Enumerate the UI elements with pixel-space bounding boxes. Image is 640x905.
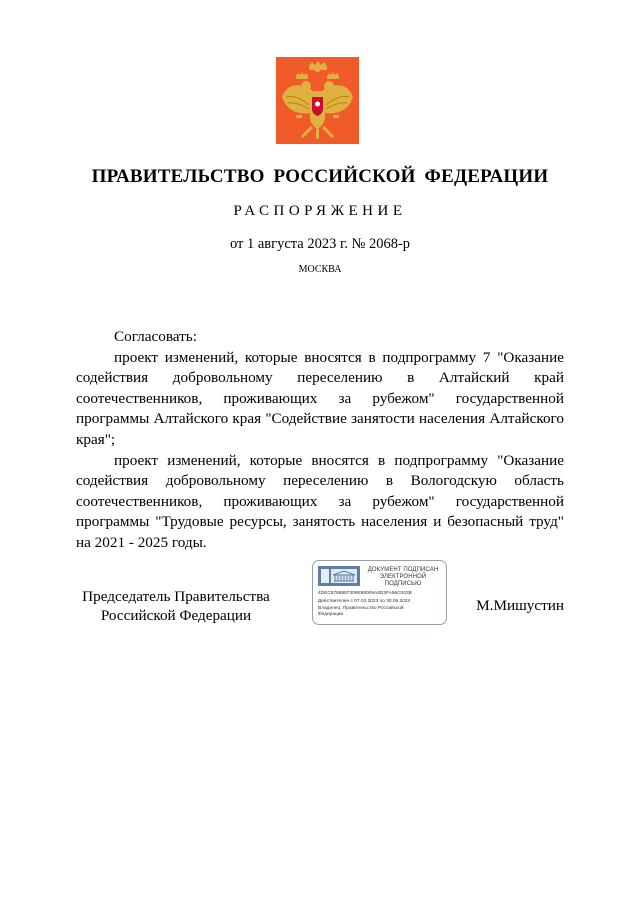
certificate-owner-line-2: Федерации <box>318 612 344 617</box>
signer-position-line-2: Российской Федерации <box>100 607 252 624</box>
document-body <box>76 327 564 554</box>
russian-coat-of-arms-icon <box>276 57 359 144</box>
stamp-title <box>361 567 445 588</box>
approval-item-1: проект изменений, которые вносятся в подпрограмму 7 "Оказание содействия добровольному переселению в Алтайский край соотечественников, проживающих за рубежом" государственной программы Алтайского края "Содействие занятости населения Алтайского края"; <box>76 348 564 448</box>
document-place: МОСКВА <box>298 264 342 275</box>
approval-item-2: проект изменений, которые вносятся в подпрограмму "Оказание содействия добровольному переселению в Вологодскую область соотечественников, проживающих за рубежом" государственной программы "Трудовые ресурсы, занятость населения и безопасный труд" на 2021 - 2025 годы. <box>76 451 564 551</box>
certificate-owner-line-1: Владелец: Правительство Российской <box>318 606 404 611</box>
issuer-title: ПРАВИТЕЛЬСТВО РОССИЙСКОЙ ФЕДЕРАЦИИ <box>91 166 549 187</box>
approve-heading: Согласовать: <box>114 328 197 345</box>
signer-position <box>76 587 276 625</box>
document-type: РАСПОРЯЖЕНИЕ <box>233 203 407 219</box>
stamp-title-line-1: ДОКУМЕНТ ПОДПИСАН <box>367 567 439 573</box>
certificate-validity: Действителен с 07.03.2023 по 30.05.2024 <box>318 599 411 604</box>
certificate-serial: 4DEC5788887309E88009A6D3FA96C003B <box>318 591 412 596</box>
government-building-icon <box>318 566 360 586</box>
document-date-number: от 1 августа 2023 г. № 2068-р <box>229 236 411 252</box>
signer-name: М.Мишустин <box>476 597 564 614</box>
electronic-signature-stamp <box>312 560 447 625</box>
stamp-title-line-2: ЭЛЕКТРОННОЙ ПОДПИСЬЮ <box>379 574 427 587</box>
signer-position-line-1: Председатель Правительства <box>82 588 270 605</box>
